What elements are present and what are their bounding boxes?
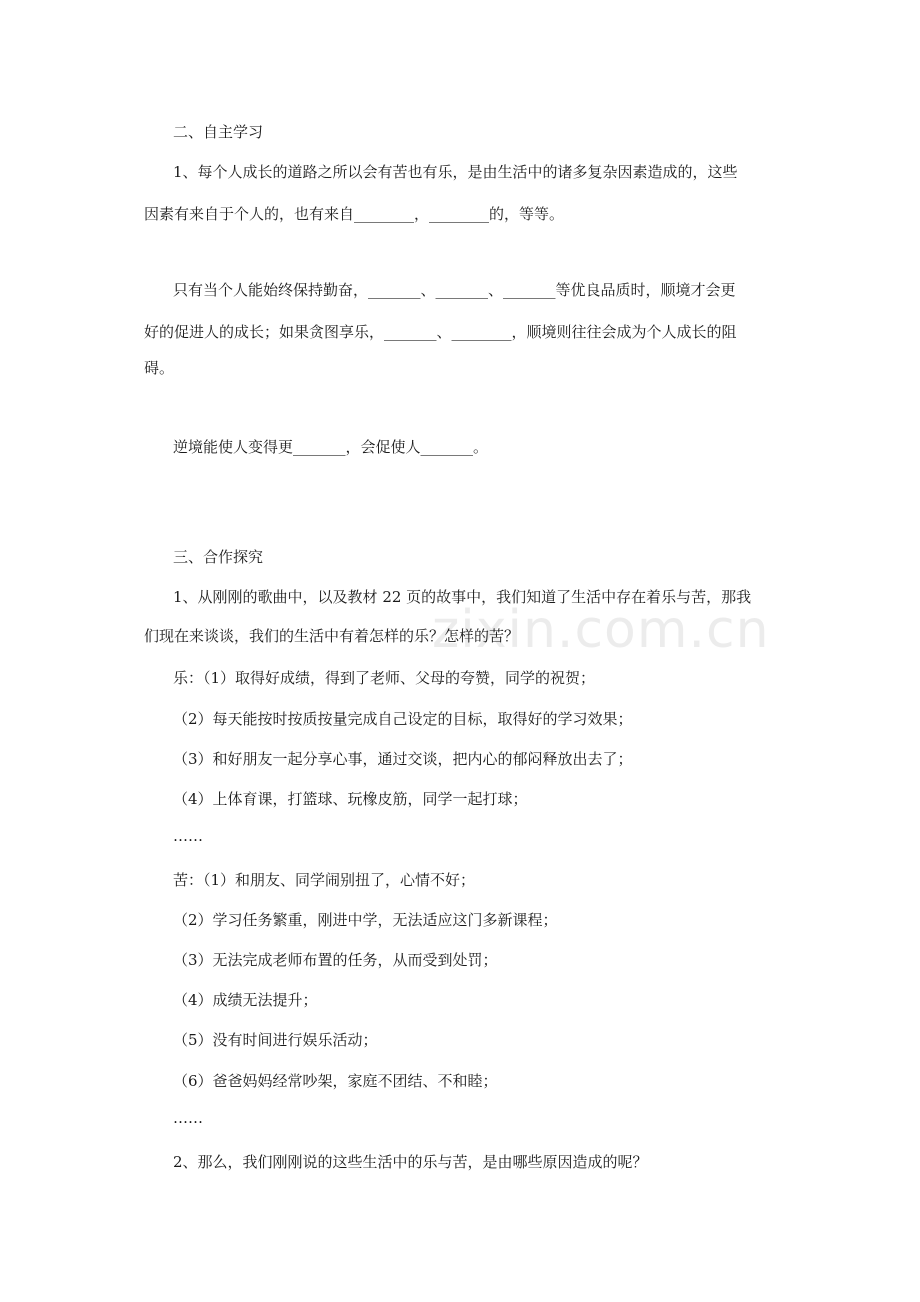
list-item: （4）上体育课，打篮球、玩橡皮筋，同学一起打球； [173, 790, 528, 808]
paragraph-line: 1、每个人成长的道路之所以会有苦也有乐，是由生活中的诸多复杂因素造成的，这些 [173, 163, 738, 181]
list-item: （5）没有时间进行娱乐活动； [173, 1031, 378, 1049]
paragraph-line: 碍。 [144, 359, 175, 377]
paragraph-line: 逆境能使人变得更_______，会促使人_______。 [173, 438, 489, 456]
question-line: 们现在来谈谈，我们的生活中有着怎样的乐？怎样的苦？ [144, 627, 520, 645]
list-item: 乐：（1）取得好成绩，得到了老师、父母的夸赞，同学的祝贺； [173, 669, 596, 687]
list-item: （3）无法完成老师布置的任务，从而受到处罚； [173, 951, 498, 969]
section-heading-cooperative-inquiry: 三、合作探究 [173, 548, 264, 566]
watermark: zixin.com.cn [432, 600, 770, 660]
paragraph-line: 好的促进人的成长；如果贪图享乐，_______、________，顺境则往往会成为个人成长的阻 [144, 323, 737, 341]
ellipsis: …… [173, 827, 203, 845]
question-line: 2、那么，我们刚刚说的这些生活中的乐与苦，是由哪些原因造成的呢？ [173, 1153, 648, 1171]
paragraph-line: 只有当个人能始终保持勤奋，_______、_______、_______等优良品质时，顺境才会更 [173, 281, 736, 299]
paragraph-line: 因素有来自于个人的，也有来自________，________的，等等。 [144, 205, 565, 223]
ellipsis: …… [173, 1109, 203, 1127]
list-item: （6）爸爸妈妈经常吵架，家庭不团结、不和睦； [173, 1072, 498, 1090]
question-line: 1、从刚刚的歌曲中，以及教材 22 页的故事中，我们知道了生活中存在着乐与苦，那我 [173, 588, 752, 606]
list-item: （3）和好朋友一起分享心事，通过交谈，把内心的郁闷释放出去了； [173, 750, 633, 768]
list-item: （2）每天能按时按质按量完成自己设定的目标，取得好的学习效果； [173, 710, 633, 728]
section-heading-self-study: 二、自主学习 [173, 123, 264, 141]
list-item: 苦：（1）和朋友、同学闹别扭了，心情不好； [173, 871, 476, 889]
list-item: （2）学习任务繁重，刚进中学，无法适应这门多新课程； [173, 911, 558, 929]
list-item: （4）成绩无法提升； [173, 991, 318, 1009]
